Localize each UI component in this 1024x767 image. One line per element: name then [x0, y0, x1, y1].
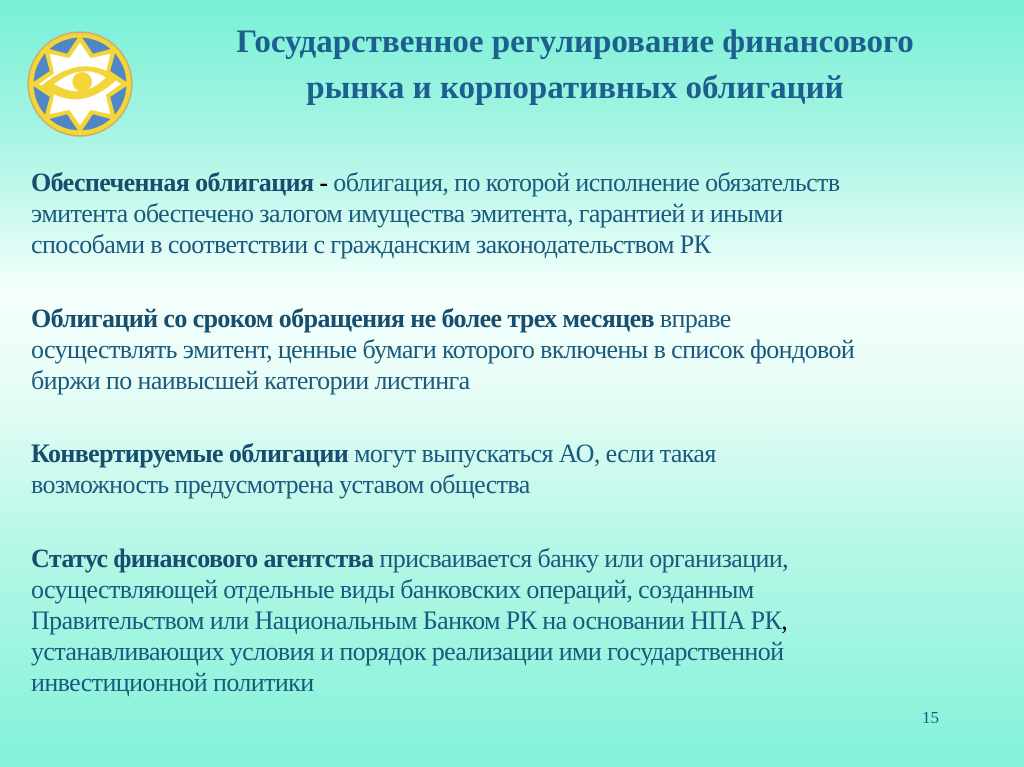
text: вправе — [653, 304, 731, 333]
text: эмитента обеспечено залогом имущества эмитента, гарантией и иными — [31, 199, 783, 228]
slide-title-line-2: рынка и корпоративных облигаций — [306, 70, 844, 106]
comma: , — [781, 606, 788, 635]
text: устанавливающих условия и порядок реализации ими государственной — [31, 637, 784, 666]
dash: - — [319, 168, 328, 197]
term: Облигаций со сроком обращения не более трех месяцев — [31, 304, 654, 333]
text: биржи по наивысшей категории листинга — [31, 366, 470, 395]
slide-title-line-1: Государственное регулирование финансового — [236, 24, 914, 60]
text: способами в соответствии с гражданским законодательством РК — [31, 230, 711, 259]
paragraph-short-term-bonds — [31, 303, 854, 396]
term: Конвертируемые облигации — [31, 439, 349, 468]
text: присваивается банку или организации, — [373, 544, 789, 573]
text: инвестиционной политики — [31, 668, 314, 697]
text: возможность предусмотрена уставом общества — [31, 470, 530, 499]
term: Статус финансового агентства — [31, 544, 374, 573]
text: осуществлять эмитент, ценные бумаги которого включены в список фондовой — [31, 335, 855, 364]
term: Обеспеченная облигация — [31, 168, 314, 197]
paragraph-secured-bond — [31, 167, 840, 260]
paragraph-financial-agency — [31, 543, 788, 698]
text: осуществляющей отдельные виды банковских операций, созданным — [31, 575, 754, 604]
logo-emblem-icon — [26, 30, 134, 138]
paragraph-convertible-bonds — [31, 438, 716, 500]
page-number: 15 — [922, 708, 939, 727]
text: могут выпускаться АО, если такая — [348, 439, 716, 468]
text: Правительством или Национальным Банком РК на основании НПА РК — [31, 606, 782, 635]
text: облигация, по которой исполнение обязательств — [327, 168, 840, 197]
